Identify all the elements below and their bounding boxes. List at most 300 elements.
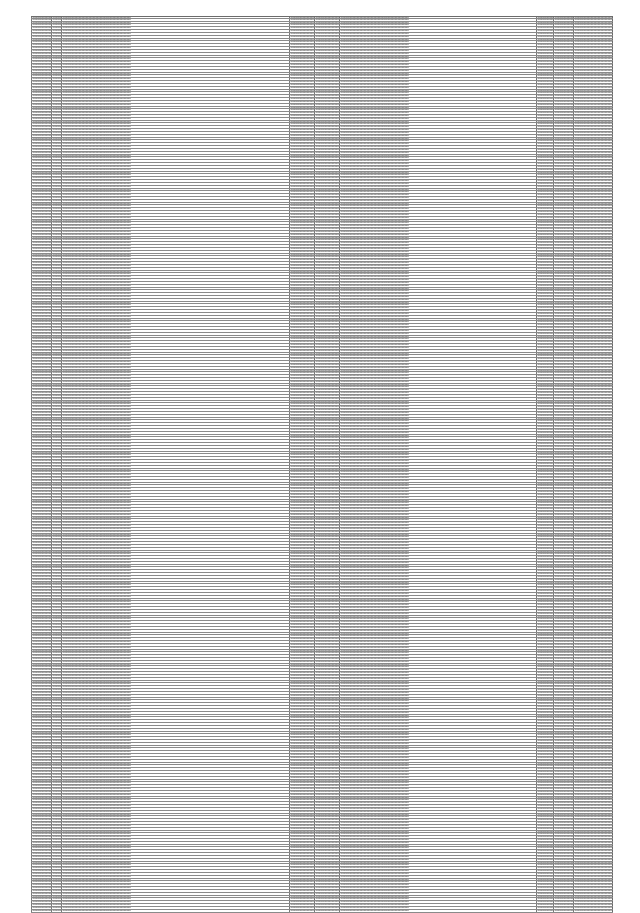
cell-work-type: ▪▪▪▪▪▪▪▪▪▪▪▪▪▪▪▪▪▪▪▪▪▪▪▪▪▪▪▪▪▪▪▪▪▪▪▪▪▪▪▪▪▪▪▪▪▪▪▪▪▪▪▪▪▪▪▪▪▪▪▪▪▪▪▪▪▪▪▪▪▪▪▪▪▪▪▪▪▪▪▪▪▪▪▪▪▪▪▪	[339, 519, 536, 521]
cell-plan-year-1: ▪▪▪▪▪▪▪▪▪▪▪▪▪▪▪▪▪▪▪▪▪▪	[537, 18, 553, 21]
cell-index: ▪▪▪▪▪▪▪▪▪▪▪	[52, 485, 61, 488]
cell-address: ▪▪▪▪▪▪▪▪▪▪▪▪▪▪▪▪▪▪▪▪▪▪▪▪▪▪▪▪▪▪▪▪▪▪▪▪▪▪▪▪▪▪▪▪▪▪▪▪▪▪▪▪▪▪▪▪▪▪▪▪▪▪▪▪▪▪▪▪▪▪▪▪▪▪▪▪▪▪▪▪▪▪▪▪▪▪▪▪	[61, 183, 289, 185]
cell-year-repair: ▪▪▪▪▪▪▪▪▪▪▪▪▪▪▪▪▪▪▪▪▪▪▪▪▪▪▪▪▪▪	[315, 392, 339, 394]
cell-year-built: ▪▪▪▪▪▪▪▪▪▪▪▪▪▪▪▪▪▪▪▪▪▪▪▪▪▪▪▪▪▪	[290, 228, 314, 230]
cell-year-built: ▪▪▪▪▪▪▪▪▪▪▪▪▪▪▪▪▪▪▪▪▪▪▪▪▪▪▪▪▪▪	[290, 669, 314, 672]
cell-plan-year-1: ▪▪▪▪▪▪▪▪▪▪▪▪▪▪▪▪▪▪▪▪▪▪	[537, 160, 553, 163]
cell-year-built: ▪▪▪▪▪▪▪▪▪▪▪▪▪▪▪▪▪▪▪▪▪▪▪▪▪▪▪▪▪▪	[290, 756, 314, 759]
cell-plan-year-2: ▪▪▪▪▪▪▪▪▪▪▪▪▪▪▪▪▪▪▪▪▪▪	[554, 850, 572, 853]
cell-plan-year-1: ▪▪▪▪▪▪▪▪▪▪▪▪▪▪▪▪▪▪▪▪▪▪	[537, 30, 553, 32]
cell-plan-year-1: ▪▪▪▪▪▪▪▪▪▪▪▪▪▪▪▪▪▪▪▪▪▪	[537, 765, 553, 768]
cell-work-type: ▪▪▪▪▪▪▪▪▪▪▪▪▪▪▪▪▪▪▪▪▪▪▪▪▪▪▪▪▪▪▪▪▪▪▪▪▪▪▪▪▪▪▪▪▪▪▪▪▪▪▪▪▪▪▪▪▪▪▪▪▪▪▪▪▪▪▪▪▪▪▪▪▪▪▪▪▪▪▪▪▪▪▪▪▪▪▪▪	[339, 338, 536, 340]
cell-plan-year-2: ▪▪▪▪▪▪▪▪▪▪▪▪▪▪▪▪▪▪▪▪▪▪	[554, 872, 572, 875]
cell-address: ▪▪▪▪▪▪▪▪▪▪▪▪▪▪▪▪▪▪▪▪▪▪▪▪▪▪▪▪▪▪▪▪▪▪▪▪▪▪▪▪▪▪▪▪▪▪▪▪▪▪▪▪▪▪▪▪▪▪▪▪▪▪▪▪▪▪▪▪▪▪▪▪▪▪▪▪▪▪▪▪▪▪▪▪▪▪▪▪	[61, 457, 289, 459]
cell-address: ▪▪▪▪▪▪▪▪▪▪▪▪▪▪▪▪▪▪▪▪▪▪▪▪▪▪▪▪▪▪▪▪▪▪▪▪▪▪▪▪▪▪▪▪▪▪▪▪▪▪▪▪▪▪▪▪▪▪▪▪▪▪▪▪▪▪▪▪▪▪▪▪▪▪▪▪▪▪▪▪▪▪▪▪▪▪▪▪	[61, 683, 289, 685]
cell-work-type: ▪▪▪▪▪▪▪▪▪▪▪▪▪▪▪▪▪▪▪▪▪▪▪▪▪▪▪▪▪▪▪▪▪▪▪▪▪▪▪▪▪▪▪▪▪▪▪▪▪▪▪▪▪▪▪▪▪▪▪▪▪▪▪▪▪▪▪▪▪▪▪▪▪▪▪▪▪▪▪▪▪▪▪▪▪▪▪▪	[339, 715, 536, 717]
cell-id: ▪▪▪▪▪▪▪▪▪▪▪▪▪▪▪▪▪▪▪▪▪▪	[32, 420, 50, 423]
cell-year-built: ▪▪▪▪▪▪▪▪▪▪▪▪▪▪▪▪▪▪▪▪▪▪▪▪▪▪▪▪▪▪	[290, 236, 314, 239]
cell-plan-year-2: ▪▪▪▪▪▪▪▪▪▪▪▪▪▪▪▪▪▪▪▪▪▪	[554, 652, 572, 655]
cell-amount: ▪▪▪▪▪▪▪▪▪▪▪▪▪▪▪▪▪▪▪▪▪▪▪▪▪▪▪▪▪▪▪▪▪▪▪▪▪▪▪▪▪▪▪▪▪▪▪▪▪	[574, 338, 613, 341]
cell-address: ▪▪▪▪▪▪▪▪▪▪▪▪▪▪▪▪▪▪▪▪▪▪▪▪▪▪▪▪▪▪▪▪▪▪▪▪▪▪▪▪▪▪▪▪▪▪▪▪▪▪▪▪▪▪▪▪▪▪▪▪▪▪▪▪▪▪▪▪▪▪▪▪▪▪▪▪▪▪▪▪▪▪▪▪▪▪▪▪	[61, 641, 289, 643]
cell-amount: ▪▪▪▪▪▪▪▪▪▪▪▪▪▪▪▪▪▪▪▪▪▪▪▪▪▪▪▪▪▪▪▪▪▪▪▪▪▪▪▪▪▪▪▪▪▪▪▪▪	[574, 143, 613, 146]
cell-year-built: ▪▪▪▪▪▪▪▪▪▪▪▪▪▪▪▪▪▪▪▪▪▪▪▪▪▪▪▪▪▪	[290, 180, 314, 182]
cell-year-repair: ▪▪▪▪▪▪▪▪▪▪▪▪▪▪▪▪▪▪▪▪▪▪▪▪▪▪▪▪▪▪	[315, 414, 339, 417]
cell-address: ▪▪▪▪▪▪▪▪▪▪▪▪▪▪▪▪▪▪▪▪▪▪▪▪▪▪▪▪▪▪▪▪▪▪▪▪▪▪▪▪▪▪▪▪▪▪▪▪▪▪▪▪▪▪▪▪▪▪▪▪▪▪▪▪▪▪▪▪▪▪▪▪▪▪▪▪▪▪▪▪▪▪▪▪▪▪▪▪	[61, 231, 289, 233]
cell-plan-year-2: ▪▪▪▪▪▪▪▪▪▪▪▪▪▪▪▪▪▪▪▪▪▪	[554, 666, 572, 669]
cell-work-type: ▪▪▪▪▪▪▪▪▪▪▪▪▪▪▪▪▪▪▪▪▪▪▪▪▪▪▪▪▪▪▪▪▪▪▪▪▪▪▪▪▪▪▪▪▪▪▪▪▪▪▪▪▪▪▪▪▪▪▪▪▪▪▪▪▪▪▪▪▪▪▪▪▪▪▪▪▪▪▪▪▪▪▪▪▪▪▪▪	[339, 896, 536, 898]
cell-plan-year-1: ▪▪▪▪▪▪▪▪▪▪▪▪▪▪▪▪▪▪▪▪▪▪	[537, 544, 553, 547]
cell-plan-year-1: ▪▪▪▪▪▪▪▪▪▪▪▪▪▪▪▪▪▪▪▪▪▪	[537, 457, 553, 460]
cell-year-repair: ▪▪▪▪▪▪▪▪▪▪▪▪▪▪▪▪▪▪▪▪▪▪▪▪▪▪▪▪▪▪	[315, 578, 339, 581]
cell-year-built: ▪▪▪▪▪▪▪▪▪▪▪▪▪▪▪▪▪▪▪▪▪▪▪▪▪▪▪▪▪▪	[290, 160, 314, 163]
cell-year-repair: ▪▪▪▪▪▪▪▪▪▪▪▪▪▪▪▪▪▪▪▪▪▪▪▪▪▪▪▪▪▪	[315, 372, 339, 375]
cell-address: ▪▪▪▪▪▪▪▪▪▪▪▪▪▪▪▪▪▪▪▪▪▪▪▪▪▪▪▪▪▪▪▪▪▪▪▪▪▪▪▪▪▪▪▪▪▪▪▪▪▪▪▪▪▪▪▪▪▪▪▪▪▪▪▪▪▪▪▪▪▪▪▪▪▪▪▪▪▪▪▪▪▪▪▪▪▪▪▪	[61, 420, 289, 422]
cell-year-built: ▪▪▪▪▪▪▪▪▪▪▪▪▪▪▪▪▪▪▪▪▪▪▪▪▪▪▪▪▪▪	[290, 765, 314, 768]
cell-index: ▪▪▪▪▪▪▪▪▪▪▪	[52, 706, 61, 708]
cell-plan-year-1: ▪▪▪▪▪▪▪▪▪▪▪▪▪▪▪▪▪▪▪▪▪▪	[537, 740, 553, 742]
cell-plan-year-1: ▪▪▪▪▪▪▪▪▪▪▪▪▪▪▪▪▪▪▪▪▪▪	[537, 807, 553, 810]
cell-work-type: ▪▪▪▪▪▪▪▪▪▪▪▪▪▪▪▪▪▪▪▪▪▪▪▪▪▪▪▪▪▪▪▪▪▪▪▪▪▪▪▪▪▪▪▪▪▪▪▪▪▪▪▪▪▪▪▪▪▪▪▪▪▪▪▪▪▪▪▪▪▪▪▪▪▪▪▪▪▪▪▪▪▪▪▪▪▪▪▪	[339, 664, 536, 666]
cell-year-built: ▪▪▪▪▪▪▪▪▪▪▪▪▪▪▪▪▪▪▪▪▪▪▪▪▪▪▪▪▪▪	[290, 867, 314, 870]
cell-index: ▪▪▪▪▪▪▪▪▪▪▪	[52, 44, 61, 47]
cell-index: ▪▪▪▪▪▪▪▪▪▪▪	[52, 824, 61, 827]
cell-address: ▪▪▪▪▪▪▪▪▪▪▪▪▪▪▪▪▪▪▪▪▪▪▪▪▪▪▪▪▪▪▪▪▪▪▪▪▪▪▪▪▪▪▪▪▪▪▪▪▪▪▪▪▪▪▪▪▪▪▪▪▪▪▪▪▪▪▪▪▪▪▪▪▪▪▪▪▪▪▪▪▪▪▪▪▪▪▪▪	[61, 491, 289, 493]
cell-plan-year-1: ▪▪▪▪▪▪▪▪▪▪▪▪▪▪▪▪▪▪▪▪▪▪	[537, 310, 553, 312]
cell-amount: ▪▪▪▪▪▪▪▪▪▪▪▪▪▪▪▪▪▪▪▪▪▪▪▪▪▪▪▪▪▪▪▪▪▪▪▪▪▪▪▪▪▪▪▪▪▪▪▪▪	[574, 120, 613, 123]
cell-address: ▪▪▪▪▪▪▪▪▪▪▪▪▪▪▪▪▪▪▪▪▪▪▪▪▪▪▪▪▪▪▪▪▪▪▪▪▪▪▪▪▪▪▪▪▪▪▪▪▪▪▪▪▪▪▪▪▪▪▪▪▪▪▪▪▪▪▪▪▪▪▪▪▪▪▪▪▪▪▪▪▪▪▪▪▪▪▪▪	[61, 282, 289, 284]
cell-id: ▪▪▪▪▪▪▪▪▪▪▪▪▪▪▪▪▪▪▪▪▪▪	[32, 146, 50, 148]
cell-address: ▪▪▪▪▪▪▪▪▪▪▪▪▪▪▪▪▪▪▪▪▪▪▪▪▪▪▪▪▪▪▪▪▪▪▪▪▪▪▪▪▪▪▪▪▪▪▪▪▪▪▪▪▪▪▪▪▪▪▪▪▪▪▪▪▪▪▪▪▪▪▪▪▪▪▪▪▪▪▪▪▪▪▪▪▪▪▪▪	[61, 290, 289, 292]
cell-work-type: ▪▪▪▪▪▪▪▪▪▪▪▪▪▪▪▪▪▪▪▪▪▪▪▪▪▪▪▪▪▪▪▪▪▪▪▪▪▪▪▪▪▪▪▪▪▪▪▪▪▪▪▪▪▪▪▪▪▪▪▪▪▪▪▪▪▪▪▪▪▪▪▪▪▪▪▪▪▪▪▪▪▪▪▪▪▪▪▪	[339, 587, 536, 589]
cell-amount: ▪▪▪▪▪▪▪▪▪▪▪▪▪▪▪▪▪▪▪▪▪▪▪▪▪▪▪▪▪▪▪▪▪▪▪▪▪▪▪▪▪▪▪▪▪▪▪▪▪	[574, 98, 613, 100]
cell-amount: ▪▪▪▪▪▪▪▪▪▪▪▪▪▪▪▪▪▪▪▪▪▪▪▪▪▪▪▪▪▪▪▪▪▪▪▪▪▪▪▪▪▪▪▪▪▪▪▪▪	[574, 315, 613, 318]
cell-amount: ▪▪▪▪▪▪▪▪▪▪▪▪▪▪▪▪▪▪▪▪▪▪▪▪▪▪▪▪▪▪▪▪▪▪▪▪▪▪▪▪▪▪▪▪▪▪▪▪▪	[574, 819, 613, 822]
cell-id: ▪▪▪▪▪▪▪▪▪▪▪▪▪▪▪▪▪▪▪▪▪▪	[32, 103, 50, 106]
cell-address: ▪▪▪▪▪▪▪▪▪▪▪▪▪▪▪▪▪▪▪▪▪▪▪▪▪▪▪▪▪▪▪▪▪▪▪▪▪▪▪▪▪▪▪▪▪▪▪▪▪▪▪▪▪▪▪▪▪▪▪▪▪▪▪▪▪▪▪▪▪▪▪▪▪▪▪▪▪▪▪▪▪▪▪▪▪▪▪▪	[61, 884, 289, 886]
cell-amount: ▪▪▪▪▪▪▪▪▪▪▪▪▪▪▪▪▪▪▪▪▪▪▪▪▪▪▪▪▪▪▪▪▪▪▪▪▪▪▪▪▪▪▪▪▪▪▪▪▪	[574, 748, 613, 751]
cell-year-repair: ▪▪▪▪▪▪▪▪▪▪▪▪▪▪▪▪▪▪▪▪▪▪▪▪▪▪▪▪▪▪	[315, 505, 339, 508]
cell-work-type: ▪▪▪▪▪▪▪▪▪▪▪▪▪▪▪▪▪▪▪▪▪▪▪▪▪▪▪▪▪▪▪▪▪▪▪▪▪▪▪▪▪▪▪▪▪▪▪▪▪▪▪▪▪▪▪▪▪▪▪▪▪▪▪▪▪▪▪▪▪▪▪▪▪▪▪▪▪▪▪▪▪▪▪▪▪▪▪▪	[339, 556, 536, 558]
cell-plan-year-1: ▪▪▪▪▪▪▪▪▪▪▪▪▪▪▪▪▪▪▪▪▪▪	[537, 98, 553, 100]
cell-amount: ▪▪▪▪▪▪▪▪▪▪▪▪▪▪▪▪▪▪▪▪▪▪▪▪▪▪▪▪▪▪▪▪▪▪▪▪▪▪▪▪▪▪▪▪▪▪▪▪▪	[574, 853, 613, 855]
cell-amount: ▪▪▪▪▪▪▪▪▪▪▪▪▪▪▪▪▪▪▪▪▪▪▪▪▪▪▪▪▪▪▪▪▪▪▪▪▪▪▪▪▪▪▪▪▪▪▪▪▪	[574, 465, 613, 468]
cell-id: ▪▪▪▪▪▪▪▪▪▪▪▪▪▪▪▪▪▪▪▪▪▪	[32, 553, 50, 556]
cell-year-built: ▪▪▪▪▪▪▪▪▪▪▪▪▪▪▪▪▪▪▪▪▪▪▪▪▪▪▪▪▪▪	[290, 482, 314, 485]
cell-address: ▪▪▪▪▪▪▪▪▪▪▪▪▪▪▪▪▪▪▪▪▪▪▪▪▪▪▪▪▪▪▪▪▪▪▪▪▪▪▪▪▪▪▪▪▪▪▪▪▪▪▪▪▪▪▪▪▪▪▪▪▪▪▪▪▪▪▪▪▪▪▪▪▪▪▪▪▪▪▪▪▪▪▪▪▪▪▪▪	[61, 98, 289, 100]
cell-index: ▪▪▪▪▪▪▪▪▪▪▪	[52, 324, 61, 327]
cell-id: ▪▪▪▪▪▪▪▪▪▪▪▪▪▪▪▪▪▪▪▪▪▪	[32, 629, 50, 632]
cell-year-repair: ▪▪▪▪▪▪▪▪▪▪▪▪▪▪▪▪▪▪▪▪▪▪▪▪▪▪▪▪▪▪	[315, 55, 339, 58]
cell-id: ▪▪▪▪▪▪▪▪▪▪▪▪▪▪▪▪▪▪▪▪▪▪	[32, 550, 50, 553]
cell-year-built: ▪▪▪▪▪▪▪▪▪▪▪▪▪▪▪▪▪▪▪▪▪▪▪▪▪▪▪▪▪▪	[290, 293, 314, 295]
cell-work-type: ▪▪▪▪▪▪▪▪▪▪▪▪▪▪▪▪▪▪▪▪▪▪▪▪▪▪▪▪▪▪▪▪▪▪▪▪▪▪▪▪▪▪▪▪▪▪▪▪▪▪▪▪▪▪▪▪▪▪▪▪▪▪▪▪▪▪▪▪▪▪▪▪▪▪▪▪▪▪▪▪▪▪▪▪▪▪▪▪	[339, 64, 536, 66]
cell-amount: ▪▪▪▪▪▪▪▪▪▪▪▪▪▪▪▪▪▪▪▪▪▪▪▪▪▪▪▪▪▪▪▪▪▪▪▪▪▪▪▪▪▪▪▪▪▪▪▪▪	[574, 44, 613, 47]
cell-year-repair: ▪▪▪▪▪▪▪▪▪▪▪▪▪▪▪▪▪▪▪▪▪▪▪▪▪▪▪▪▪▪	[315, 445, 339, 448]
cell-index: ▪▪▪▪▪▪▪▪▪▪▪	[52, 788, 61, 790]
cell-year-repair: ▪▪▪▪▪▪▪▪▪▪▪▪▪▪▪▪▪▪▪▪▪▪▪▪▪▪▪▪▪▪	[315, 279, 339, 281]
cell-address: ▪▪▪▪▪▪▪▪▪▪▪▪▪▪▪▪▪▪▪▪▪▪▪▪▪▪▪▪▪▪▪▪▪▪▪▪▪▪▪▪▪▪▪▪▪▪▪▪▪▪▪▪▪▪▪▪▪▪▪▪▪▪▪▪▪▪▪▪▪▪▪▪▪▪▪▪▪▪▪▪▪▪▪▪▪▪▪▪	[61, 350, 289, 352]
cell-work-type: ▪▪▪▪▪▪▪▪▪▪▪▪▪▪▪▪▪▪▪▪▪▪▪▪▪▪▪▪▪▪▪▪▪▪▪▪▪▪▪▪▪▪▪▪▪▪▪▪▪▪▪▪▪▪▪▪▪▪▪▪▪▪▪▪▪▪▪▪▪▪▪▪▪▪▪▪▪▪▪▪▪▪▪▪▪▪▪▪	[339, 879, 536, 881]
cell-year-built: ▪▪▪▪▪▪▪▪▪▪▪▪▪▪▪▪▪▪▪▪▪▪▪▪▪▪▪▪▪▪	[290, 510, 314, 513]
cell-work-type: ▪▪▪▪▪▪▪▪▪▪▪▪▪▪▪▪▪▪▪▪▪▪▪▪▪▪▪▪▪▪▪▪▪▪▪▪▪▪▪▪▪▪▪▪▪▪▪▪▪▪▪▪▪▪▪▪▪▪▪▪▪▪▪▪▪▪▪▪▪▪▪▪▪▪▪▪▪▪▪▪▪▪▪▪▪▪▪▪	[339, 341, 536, 343]
cell-address: ▪▪▪▪▪▪▪▪▪▪▪▪▪▪▪▪▪▪▪▪▪▪▪▪▪▪▪▪▪▪▪▪▪▪▪▪▪▪▪▪▪▪▪▪▪▪▪▪▪▪▪▪▪▪▪▪▪▪▪▪▪▪▪▪▪▪▪▪▪▪▪▪▪▪▪▪▪▪▪▪▪▪▪▪▪▪▪▪	[61, 415, 289, 417]
cell-plan-year-2: ▪▪▪▪▪▪▪▪▪▪▪▪▪▪▪▪▪▪▪▪▪▪	[554, 431, 572, 434]
cell-year-built: ▪▪▪▪▪▪▪▪▪▪▪▪▪▪▪▪▪▪▪▪▪▪▪▪▪▪▪▪▪▪	[290, 827, 314, 830]
cell-index: ▪▪▪▪▪▪▪▪▪▪▪	[52, 411, 61, 414]
cell-plan-year-2: ▪▪▪▪▪▪▪▪▪▪▪▪▪▪▪▪▪▪▪▪▪▪	[554, 148, 572, 151]
cell-index: ▪▪▪▪▪▪▪▪▪▪▪	[52, 30, 61, 32]
cell-plan-year-2: ▪▪▪▪▪▪▪▪▪▪▪▪▪▪▪▪▪▪▪▪▪▪	[554, 878, 572, 881]
cell-id: ▪▪▪▪▪▪▪▪▪▪▪▪▪▪▪▪▪▪▪▪▪▪	[32, 409, 50, 411]
cell-id: ▪▪▪▪▪▪▪▪▪▪▪▪▪▪▪▪▪▪▪▪▪▪	[32, 318, 50, 321]
cell-year-built: ▪▪▪▪▪▪▪▪▪▪▪▪▪▪▪▪▪▪▪▪▪▪▪▪▪▪▪▪▪▪	[290, 335, 314, 338]
cell-index: ▪▪▪▪▪▪▪▪▪▪▪	[52, 595, 61, 598]
cell-address: ▪▪▪▪▪▪▪▪▪▪▪▪▪▪▪▪▪▪▪▪▪▪▪▪▪▪▪▪▪▪▪▪▪▪▪▪▪▪▪▪▪▪▪▪▪▪▪▪▪▪▪▪▪▪▪▪▪▪▪▪▪▪▪▪▪▪▪▪▪▪▪▪▪▪▪▪▪▪▪▪▪▪▪▪▪▪▪▪	[61, 599, 289, 601]
cell-id: ▪▪▪▪▪▪▪▪▪▪▪▪▪▪▪▪▪▪▪▪▪▪	[32, 89, 50, 92]
cell-work-type: ▪▪▪▪▪▪▪▪▪▪▪▪▪▪▪▪▪▪▪▪▪▪▪▪▪▪▪▪▪▪▪▪▪▪▪▪▪▪▪▪▪▪▪▪▪▪▪▪▪▪▪▪▪▪▪▪▪▪▪▪▪▪▪▪▪▪▪▪▪▪▪▪▪▪▪▪▪▪▪▪▪▪▪▪▪▪▪▪	[339, 273, 536, 275]
cell-plan-year-2: ▪▪▪▪▪▪▪▪▪▪▪▪▪▪▪▪▪▪▪▪▪▪	[554, 233, 572, 236]
cell-plan-year-1: ▪▪▪▪▪▪▪▪▪▪▪▪▪▪▪▪▪▪▪▪▪▪	[537, 239, 553, 242]
cell-year-built: ▪▪▪▪▪▪▪▪▪▪▪▪▪▪▪▪▪▪▪▪▪▪▪▪▪▪▪▪▪▪	[290, 740, 314, 742]
cell-plan-year-1: ▪▪▪▪▪▪▪▪▪▪▪▪▪▪▪▪▪▪▪▪▪▪	[537, 253, 553, 256]
cell-index: ▪▪▪▪▪▪▪▪▪▪▪	[52, 335, 61, 338]
cell-work-type: ▪▪▪▪▪▪▪▪▪▪▪▪▪▪▪▪▪▪▪▪▪▪▪▪▪▪▪▪▪▪▪▪▪▪▪▪▪▪▪▪▪▪▪▪▪▪▪▪▪▪▪▪▪▪▪▪▪▪▪▪▪▪▪▪▪▪▪▪▪▪▪▪▪▪▪▪▪▪▪▪▪▪▪▪▪▪▪▪	[339, 58, 536, 60]
cell-work-type: ▪▪▪▪▪▪▪▪▪▪▪▪▪▪▪▪▪▪▪▪▪▪▪▪▪▪▪▪▪▪▪▪▪▪▪▪▪▪▪▪▪▪▪▪▪▪▪▪▪▪▪▪▪▪▪▪▪▪▪▪▪▪▪▪▪▪▪▪▪▪▪▪▪▪▪▪▪▪▪▪▪▪▪▪▪▪▪▪	[339, 658, 536, 660]
cell-plan-year-1: ▪▪▪▪▪▪▪▪▪▪▪▪▪▪▪▪▪▪▪▪▪▪	[537, 431, 553, 434]
cell-address: ▪▪▪▪▪▪▪▪▪▪▪▪▪▪▪▪▪▪▪▪▪▪▪▪▪▪▪▪▪▪▪▪▪▪▪▪▪▪▪▪▪▪▪▪▪▪▪▪▪▪▪▪▪▪▪▪▪▪▪▪▪▪▪▪▪▪▪▪▪▪▪▪▪▪▪▪▪▪▪▪▪▪▪▪▪▪▪▪	[61, 90, 289, 92]
cell-year-built: ▪▪▪▪▪▪▪▪▪▪▪▪▪▪▪▪▪▪▪▪▪▪▪▪▪▪▪▪▪▪	[290, 762, 314, 765]
cell-year-built: ▪▪▪▪▪▪▪▪▪▪▪▪▪▪▪▪▪▪▪▪▪▪▪▪▪▪▪▪▪▪	[290, 748, 314, 751]
cell-address: ▪▪▪▪▪▪▪▪▪▪▪▪▪▪▪▪▪▪▪▪▪▪▪▪▪▪▪▪▪▪▪▪▪▪▪▪▪▪▪▪▪▪▪▪▪▪▪▪▪▪▪▪▪▪▪▪▪▪▪▪▪▪▪▪▪▪▪▪▪▪▪▪▪▪▪▪▪▪▪▪▪▪▪▪▪▪▪▪	[61, 432, 289, 434]
cell-id: ▪▪▪▪▪▪▪▪▪▪▪▪▪▪▪▪▪▪▪▪▪▪	[32, 824, 50, 827]
cell-work-type: ▪▪▪▪▪▪▪▪▪▪▪▪▪▪▪▪▪▪▪▪▪▪▪▪▪▪▪▪▪▪▪▪▪▪▪▪▪▪▪▪▪▪▪▪▪▪▪▪▪▪▪▪▪▪▪▪▪▪▪▪▪▪▪▪▪▪▪▪▪▪▪▪▪▪▪▪▪▪▪▪▪▪▪▪▪▪▪▪	[339, 488, 536, 490]
cell-year-built: ▪▪▪▪▪▪▪▪▪▪▪▪▪▪▪▪▪▪▪▪▪▪▪▪▪▪▪▪▪▪	[290, 652, 314, 655]
cell-year-built: ▪▪▪▪▪▪▪▪▪▪▪▪▪▪▪▪▪▪▪▪▪▪▪▪▪▪▪▪▪▪	[290, 649, 314, 652]
cell-amount: ▪▪▪▪▪▪▪▪▪▪▪▪▪▪▪▪▪▪▪▪▪▪▪▪▪▪▪▪▪▪▪▪▪▪▪▪▪▪▪▪▪▪▪▪▪▪▪▪▪	[574, 245, 613, 247]
cell-id: ▪▪▪▪▪▪▪▪▪▪▪▪▪▪▪▪▪▪▪▪▪▪	[32, 109, 50, 112]
cell-index: ▪▪▪▪▪▪▪▪▪▪▪	[52, 208, 61, 211]
cell-id: ▪▪▪▪▪▪▪▪▪▪▪▪▪▪▪▪▪▪▪▪▪▪	[32, 827, 50, 830]
cell-id: ▪▪▪▪▪▪▪▪▪▪▪▪▪▪▪▪▪▪▪▪▪▪	[32, 660, 50, 663]
cell-amount: ▪▪▪▪▪▪▪▪▪▪▪▪▪▪▪▪▪▪▪▪▪▪▪▪▪▪▪▪▪▪▪▪▪▪▪▪▪▪▪▪▪▪▪▪▪▪▪▪▪	[574, 38, 613, 41]
cell-plan-year-2: ▪▪▪▪▪▪▪▪▪▪▪▪▪▪▪▪▪▪▪▪▪▪	[554, 870, 572, 872]
cell-index: ▪▪▪▪▪▪▪▪▪▪▪	[52, 468, 61, 471]
cell-index: ▪▪▪▪▪▪▪▪▪▪▪	[52, 129, 61, 131]
cell-plan-year-1: ▪▪▪▪▪▪▪▪▪▪▪▪▪▪▪▪▪▪▪▪▪▪	[537, 295, 553, 298]
cell-plan-year-2: ▪▪▪▪▪▪▪▪▪▪▪▪▪▪▪▪▪▪▪▪▪▪	[554, 578, 572, 581]
cell-work-type: ▪▪▪▪▪▪▪▪▪▪▪▪▪▪▪▪▪▪▪▪▪▪▪▪▪▪▪▪▪▪▪▪▪▪▪▪▪▪▪▪▪▪▪▪▪▪▪▪▪▪▪▪▪▪▪▪▪▪▪▪▪▪▪▪▪▪▪▪▪▪▪▪▪▪▪▪▪▪▪▪▪▪▪▪▪▪▪▪	[339, 771, 536, 773]
cell-plan-year-1: ▪▪▪▪▪▪▪▪▪▪▪▪▪▪▪▪▪▪▪▪▪▪	[537, 697, 553, 700]
cell-year-built: ▪▪▪▪▪▪▪▪▪▪▪▪▪▪▪▪▪▪▪▪▪▪▪▪▪▪▪▪▪▪	[290, 361, 314, 363]
cell-work-type: ▪▪▪▪▪▪▪▪▪▪▪▪▪▪▪▪▪▪▪▪▪▪▪▪▪▪▪▪▪▪▪▪▪▪▪▪▪▪▪▪▪▪▪▪▪▪▪▪▪▪▪▪▪▪▪▪▪▪▪▪▪▪▪▪▪▪▪▪▪▪▪▪▪▪▪▪▪▪▪▪▪▪▪▪▪▪▪▪	[339, 228, 536, 230]
cell-plan-year-2: ▪▪▪▪▪▪▪▪▪▪▪▪▪▪▪▪▪▪▪▪▪▪	[554, 810, 572, 813]
cell-plan-year-2: ▪▪▪▪▪▪▪▪▪▪▪▪▪▪▪▪▪▪▪▪▪▪	[554, 321, 572, 324]
cell-work-type: ▪▪▪▪▪▪▪▪▪▪▪▪▪▪▪▪▪▪▪▪▪▪▪▪▪▪▪▪▪▪▪▪▪▪▪▪▪▪▪▪▪▪▪▪▪▪▪▪▪▪▪▪▪▪▪▪▪▪▪▪▪▪▪▪▪▪▪▪▪▪▪▪▪▪▪▪▪▪▪▪▪▪▪▪▪▪▪▪	[339, 732, 536, 734]
cell-year-built: ▪▪▪▪▪▪▪▪▪▪▪▪▪▪▪▪▪▪▪▪▪▪▪▪▪▪▪▪▪▪	[290, 397, 314, 400]
cell-plan-year-2: ▪▪▪▪▪▪▪▪▪▪▪▪▪▪▪▪▪▪▪▪▪▪	[554, 366, 572, 369]
cell-index: ▪▪▪▪▪▪▪▪▪▪▪	[52, 160, 61, 163]
cell-address: ▪▪▪▪▪▪▪▪▪▪▪▪▪▪▪▪▪▪▪▪▪▪▪▪▪▪▪▪▪▪▪▪▪▪▪▪▪▪▪▪▪▪▪▪▪▪▪▪▪▪▪▪▪▪▪▪▪▪▪▪▪▪▪▪▪▪▪▪▪▪▪▪▪▪▪▪▪▪▪▪▪▪▪▪▪▪▪▪	[61, 118, 289, 120]
cell-work-type: ▪▪▪▪▪▪▪▪▪▪▪▪▪▪▪▪▪▪▪▪▪▪▪▪▪▪▪▪▪▪▪▪▪▪▪▪▪▪▪▪▪▪▪▪▪▪▪▪▪▪▪▪▪▪▪▪▪▪▪▪▪▪▪▪▪▪▪▪▪▪▪▪▪▪▪▪▪▪▪▪▪▪▪▪▪▪▪▪	[339, 887, 536, 889]
cell-index: ▪▪▪▪▪▪▪▪▪▪▪	[52, 796, 61, 799]
cell-year-built: ▪▪▪▪▪▪▪▪▪▪▪▪▪▪▪▪▪▪▪▪▪▪▪▪▪▪▪▪▪▪	[290, 307, 314, 310]
cell-plan-year-2: ▪▪▪▪▪▪▪▪▪▪▪▪▪▪▪▪▪▪▪▪▪▪	[554, 177, 572, 180]
cell-address: ▪▪▪▪▪▪▪▪▪▪▪▪▪▪▪▪▪▪▪▪▪▪▪▪▪▪▪▪▪▪▪▪▪▪▪▪▪▪▪▪▪▪▪▪▪▪▪▪▪▪▪▪▪▪▪▪▪▪▪▪▪▪▪▪▪▪▪▪▪▪▪▪▪▪▪▪▪▪▪▪▪▪▪▪▪▪▪▪	[61, 228, 289, 230]
cell-year-repair: ▪▪▪▪▪▪▪▪▪▪▪▪▪▪▪▪▪▪▪▪▪▪▪▪▪▪▪▪▪▪	[315, 884, 339, 887]
cell-plan-year-1: ▪▪▪▪▪▪▪▪▪▪▪▪▪▪▪▪▪▪▪▪▪▪	[537, 629, 553, 632]
cell-plan-year-1: ▪▪▪▪▪▪▪▪▪▪▪▪▪▪▪▪▪▪▪▪▪▪	[537, 666, 553, 669]
cell-amount: ▪▪▪▪▪▪▪▪▪▪▪▪▪▪▪▪▪▪▪▪▪▪▪▪▪▪▪▪▪▪▪▪▪▪▪▪▪▪▪▪▪▪▪▪▪▪▪▪▪	[574, 471, 613, 474]
cell-work-type: ▪▪▪▪▪▪▪▪▪▪▪▪▪▪▪▪▪▪▪▪▪▪▪▪▪▪▪▪▪▪▪▪▪▪▪▪▪▪▪▪▪▪▪▪▪▪▪▪▪▪▪▪▪▪▪▪▪▪▪▪▪▪▪▪▪▪▪▪▪▪▪▪▪▪▪▪▪▪▪▪▪▪▪▪▪▪▪▪	[339, 494, 536, 496]
cell-plan-year-2: ▪▪▪▪▪▪▪▪▪▪▪▪▪▪▪▪▪▪▪▪▪▪	[554, 771, 572, 773]
cell-work-type: ▪▪▪▪▪▪▪▪▪▪▪▪▪▪▪▪▪▪▪▪▪▪▪▪▪▪▪▪▪▪▪▪▪▪▪▪▪▪▪▪▪▪▪▪▪▪▪▪▪▪▪▪▪▪▪▪▪▪▪▪▪▪▪▪▪▪▪▪▪▪▪▪▪▪▪▪▪▪▪▪▪▪▪▪▪▪▪▪	[339, 573, 536, 575]
cell-id: ▪▪▪▪▪▪▪▪▪▪▪▪▪▪▪▪▪▪▪▪▪▪	[32, 578, 50, 581]
cell-plan-year-2: ▪▪▪▪▪▪▪▪▪▪▪▪▪▪▪▪▪▪▪▪▪▪	[554, 454, 572, 457]
cell-year-repair: ▪▪▪▪▪▪▪▪▪▪▪▪▪▪▪▪▪▪▪▪▪▪▪▪▪▪▪▪▪▪	[315, 906, 339, 909]
cell-plan-year-1: ▪▪▪▪▪▪▪▪▪▪▪▪▪▪▪▪▪▪▪▪▪▪	[537, 301, 553, 304]
cell-plan-year-2: ▪▪▪▪▪▪▪▪▪▪▪▪▪▪▪▪▪▪▪▪▪▪	[554, 443, 572, 445]
cell-plan-year-1: ▪▪▪▪▪▪▪▪▪▪▪▪▪▪▪▪▪▪▪▪▪▪	[537, 533, 553, 536]
cell-work-type: ▪▪▪▪▪▪▪▪▪▪▪▪▪▪▪▪▪▪▪▪▪▪▪▪▪▪▪▪▪▪▪▪▪▪▪▪▪▪▪▪▪▪▪▪▪▪▪▪▪▪▪▪▪▪▪▪▪▪▪▪▪▪▪▪▪▪▪▪▪▪▪▪▪▪▪▪▪▪▪▪▪▪▪▪▪▪▪▪	[339, 845, 536, 847]
cell-amount: ▪▪▪▪▪▪▪▪▪▪▪▪▪▪▪▪▪▪▪▪▪▪▪▪▪▪▪▪▪▪▪▪▪▪▪▪▪▪▪▪▪▪▪▪▪▪▪▪▪	[574, 284, 613, 287]
cell-plan-year-2: ▪▪▪▪▪▪▪▪▪▪▪▪▪▪▪▪▪▪▪▪▪▪	[554, 335, 572, 338]
cell-year-repair: ▪▪▪▪▪▪▪▪▪▪▪▪▪▪▪▪▪▪▪▪▪▪▪▪▪▪▪▪▪▪	[315, 788, 339, 790]
cell-work-type: ▪▪▪▪▪▪▪▪▪▪▪▪▪▪▪▪▪▪▪▪▪▪▪▪▪▪▪▪▪▪▪▪▪▪▪▪▪▪▪▪▪▪▪▪▪▪▪▪▪▪▪▪▪▪▪▪▪▪▪▪▪▪▪▪▪▪▪▪▪▪▪▪▪▪▪▪▪▪▪▪▪▪▪▪▪▪▪▪	[339, 313, 536, 315]
cell-plan-year-1: ▪▪▪▪▪▪▪▪▪▪▪▪▪▪▪▪▪▪▪▪▪▪	[537, 146, 553, 148]
cell-address: ▪▪▪▪▪▪▪▪▪▪▪▪▪▪▪▪▪▪▪▪▪▪▪▪▪▪▪▪▪▪▪▪▪▪▪▪▪▪▪▪▪▪▪▪▪▪▪▪▪▪▪▪▪▪▪▪▪▪▪▪▪▪▪▪▪▪▪▪▪▪▪▪▪▪▪▪▪▪▪▪▪▪▪▪▪▪▪▪	[61, 528, 289, 530]
cell-year-built: ▪▪▪▪▪▪▪▪▪▪▪▪▪▪▪▪▪▪▪▪▪▪▪▪▪▪▪▪▪▪	[290, 372, 314, 375]
cell-year-repair: ▪▪▪▪▪▪▪▪▪▪▪▪▪▪▪▪▪▪▪▪▪▪▪▪▪▪▪▪▪▪	[315, 824, 339, 827]
cell-plan-year-1: ▪▪▪▪▪▪▪▪▪▪▪▪▪▪▪▪▪▪▪▪▪▪	[537, 66, 553, 69]
cell-work-type: ▪▪▪▪▪▪▪▪▪▪▪▪▪▪▪▪▪▪▪▪▪▪▪▪▪▪▪▪▪▪▪▪▪▪▪▪▪▪▪▪▪▪▪▪▪▪▪▪▪▪▪▪▪▪▪▪▪▪▪▪▪▪▪▪▪▪▪▪▪▪▪▪▪▪▪▪▪▪▪▪▪▪▪▪▪▪▪▪	[339, 364, 536, 366]
cell-index: ▪▪▪▪▪▪▪▪▪▪▪	[52, 134, 61, 137]
cell-year-repair: ▪▪▪▪▪▪▪▪▪▪▪▪▪▪▪▪▪▪▪▪▪▪▪▪▪▪▪▪▪▪	[315, 539, 339, 542]
cell-address: ▪▪▪▪▪▪▪▪▪▪▪▪▪▪▪▪▪▪▪▪▪▪▪▪▪▪▪▪▪▪▪▪▪▪▪▪▪▪▪▪▪▪▪▪▪▪▪▪▪▪▪▪▪▪▪▪▪▪▪▪▪▪▪▪▪▪▪▪▪▪▪▪▪▪▪▪▪▪▪▪▪▪▪▪▪▪▪▪	[61, 392, 289, 394]
cell-index: ▪▪▪▪▪▪▪▪▪▪▪	[52, 293, 61, 295]
cell-plan-year-1: ▪▪▪▪▪▪▪▪▪▪▪▪▪▪▪▪▪▪▪▪▪▪	[537, 245, 553, 247]
cell-amount: ▪▪▪▪▪▪▪▪▪▪▪▪▪▪▪▪▪▪▪▪▪▪▪▪▪▪▪▪▪▪▪▪▪▪▪▪▪▪▪▪▪▪▪▪▪▪▪▪▪	[574, 242, 613, 245]
cell-address: ▪▪▪▪▪▪▪▪▪▪▪▪▪▪▪▪▪▪▪▪▪▪▪▪▪▪▪▪▪▪▪▪▪▪▪▪▪▪▪▪▪▪▪▪▪▪▪▪▪▪▪▪▪▪▪▪▪▪▪▪▪▪▪▪▪▪▪▪▪▪▪▪▪▪▪▪▪▪▪▪▪▪▪▪▪▪▪▪	[61, 64, 289, 66]
cell-address: ▪▪▪▪▪▪▪▪▪▪▪▪▪▪▪▪▪▪▪▪▪▪▪▪▪▪▪▪▪▪▪▪▪▪▪▪▪▪▪▪▪▪▪▪▪▪▪▪▪▪▪▪▪▪▪▪▪▪▪▪▪▪▪▪▪▪▪▪▪▪▪▪▪▪▪▪▪▪▪▪▪▪▪▪▪▪▪▪	[61, 265, 289, 267]
cell-work-type: ▪▪▪▪▪▪▪▪▪▪▪▪▪▪▪▪▪▪▪▪▪▪▪▪▪▪▪▪▪▪▪▪▪▪▪▪▪▪▪▪▪▪▪▪▪▪▪▪▪▪▪▪▪▪▪▪▪▪▪▪▪▪▪▪▪▪▪▪▪▪▪▪▪▪▪▪▪▪▪▪▪▪▪▪▪▪▪▪	[339, 75, 536, 77]
cell-work-type: ▪▪▪▪▪▪▪▪▪▪▪▪▪▪▪▪▪▪▪▪▪▪▪▪▪▪▪▪▪▪▪▪▪▪▪▪▪▪▪▪▪▪▪▪▪▪▪▪▪▪▪▪▪▪▪▪▪▪▪▪▪▪▪▪▪▪▪▪▪▪▪▪▪▪▪▪▪▪▪▪▪▪▪▪▪▪▪▪	[339, 791, 536, 793]
cell-address: ▪▪▪▪▪▪▪▪▪▪▪▪▪▪▪▪▪▪▪▪▪▪▪▪▪▪▪▪▪▪▪▪▪▪▪▪▪▪▪▪▪▪▪▪▪▪▪▪▪▪▪▪▪▪▪▪▪▪▪▪▪▪▪▪▪▪▪▪▪▪▪▪▪▪▪▪▪▪▪▪▪▪▪▪▪▪▪▪	[61, 440, 289, 442]
cell-address: ▪▪▪▪▪▪▪▪▪▪▪▪▪▪▪▪▪▪▪▪▪▪▪▪▪▪▪▪▪▪▪▪▪▪▪▪▪▪▪▪▪▪▪▪▪▪▪▪▪▪▪▪▪▪▪▪▪▪▪▪▪▪▪▪▪▪▪▪▪▪▪▪▪▪▪▪▪▪▪▪▪▪▪▪▪▪▪▪	[61, 256, 289, 258]
cell-address: ▪▪▪▪▪▪▪▪▪▪▪▪▪▪▪▪▪▪▪▪▪▪▪▪▪▪▪▪▪▪▪▪▪▪▪▪▪▪▪▪▪▪▪▪▪▪▪▪▪▪▪▪▪▪▪▪▪▪▪▪▪▪▪▪▪▪▪▪▪▪▪▪▪▪▪▪▪▪▪▪▪▪▪▪▪▪▪▪	[61, 254, 289, 256]
cell-year-repair: ▪▪▪▪▪▪▪▪▪▪▪▪▪▪▪▪▪▪▪▪▪▪▪▪▪▪▪▪▪▪	[315, 728, 339, 731]
cell-work-type: ▪▪▪▪▪▪▪▪▪▪▪▪▪▪▪▪▪▪▪▪▪▪▪▪▪▪▪▪▪▪▪▪▪▪▪▪▪▪▪▪▪▪▪▪▪▪▪▪▪▪▪▪▪▪▪▪▪▪▪▪▪▪▪▪▪▪▪▪▪▪▪▪▪▪▪▪▪▪▪▪▪▪▪▪▪▪▪▪	[339, 723, 536, 725]
cell-year-repair: ▪▪▪▪▪▪▪▪▪▪▪▪▪▪▪▪▪▪▪▪▪▪▪▪▪▪▪▪▪▪	[315, 202, 339, 205]
cell-plan-year-2: ▪▪▪▪▪▪▪▪▪▪▪▪▪▪▪▪▪▪▪▪▪▪	[554, 324, 572, 327]
cell-year-built: ▪▪▪▪▪▪▪▪▪▪▪▪▪▪▪▪▪▪▪▪▪▪▪▪▪▪▪▪▪▪	[290, 137, 314, 140]
cell-plan-year-1: ▪▪▪▪▪▪▪▪▪▪▪▪▪▪▪▪▪▪▪▪▪▪	[537, 655, 553, 657]
cell-amount: ▪▪▪▪▪▪▪▪▪▪▪▪▪▪▪▪▪▪▪▪▪▪▪▪▪▪▪▪▪▪▪▪▪▪▪▪▪▪▪▪▪▪▪▪▪▪▪▪▪	[574, 146, 613, 148]
cell-id: ▪▪▪▪▪▪▪▪▪▪▪▪▪▪▪▪▪▪▪▪▪▪	[32, 81, 50, 83]
cell-work-type: ▪▪▪▪▪▪▪▪▪▪▪▪▪▪▪▪▪▪▪▪▪▪▪▪▪▪▪▪▪▪▪▪▪▪▪▪▪▪▪▪▪▪▪▪▪▪▪▪▪▪▪▪▪▪▪▪▪▪▪▪▪▪▪▪▪▪▪▪▪▪▪▪▪▪▪▪▪▪▪▪▪▪▪▪▪▪▪▪	[339, 890, 536, 892]
cell-year-built: ▪▪▪▪▪▪▪▪▪▪▪▪▪▪▪▪▪▪▪▪▪▪▪▪▪▪▪▪▪▪	[290, 41, 314, 44]
cell-year-repair: ▪▪▪▪▪▪▪▪▪▪▪▪▪▪▪▪▪▪▪▪▪▪▪▪▪▪▪▪▪▪	[315, 683, 339, 686]
cell-work-type: ▪▪▪▪▪▪▪▪▪▪▪▪▪▪▪▪▪▪▪▪▪▪▪▪▪▪▪▪▪▪▪▪▪▪▪▪▪▪▪▪▪▪▪▪▪▪▪▪▪▪▪▪▪▪▪▪▪▪▪▪▪▪▪▪▪▪▪▪▪▪▪▪▪▪▪▪▪▪▪▪▪▪▪▪▪▪▪▪	[339, 477, 536, 479]
cell-year-repair: ▪▪▪▪▪▪▪▪▪▪▪▪▪▪▪▪▪▪▪▪▪▪▪▪▪▪▪▪▪▪	[315, 725, 339, 728]
cell-year-repair: ▪▪▪▪▪▪▪▪▪▪▪▪▪▪▪▪▪▪▪▪▪▪▪▪▪▪▪▪▪▪	[315, 126, 339, 129]
cell-amount: ▪▪▪▪▪▪▪▪▪▪▪▪▪▪▪▪▪▪▪▪▪▪▪▪▪▪▪▪▪▪▪▪▪▪▪▪▪▪▪▪▪▪▪▪▪▪▪▪▪	[574, 199, 613, 202]
cell-address: ▪▪▪▪▪▪▪▪▪▪▪▪▪▪▪▪▪▪▪▪▪▪▪▪▪▪▪▪▪▪▪▪▪▪▪▪▪▪▪▪▪▪▪▪▪▪▪▪▪▪▪▪▪▪▪▪▪▪▪▪▪▪▪▪▪▪▪▪▪▪▪▪▪▪▪▪▪▪▪▪▪▪▪▪▪▪▪▪	[61, 22, 289, 24]
cell-year-built: ▪▪▪▪▪▪▪▪▪▪▪▪▪▪▪▪▪▪▪▪▪▪▪▪▪▪▪▪▪▪	[290, 830, 314, 833]
cell-year-built: ▪▪▪▪▪▪▪▪▪▪▪▪▪▪▪▪▪▪▪▪▪▪▪▪▪▪▪▪▪▪	[290, 542, 314, 544]
cell-plan-year-2: ▪▪▪▪▪▪▪▪▪▪▪▪▪▪▪▪▪▪▪▪▪▪	[554, 295, 572, 298]
cell-plan-year-2: ▪▪▪▪▪▪▪▪▪▪▪▪▪▪▪▪▪▪▪▪▪▪	[554, 669, 572, 672]
cell-plan-year-1: ▪▪▪▪▪▪▪▪▪▪▪▪▪▪▪▪▪▪▪▪▪▪	[537, 858, 553, 861]
cell-work-type: ▪▪▪▪▪▪▪▪▪▪▪▪▪▪▪▪▪▪▪▪▪▪▪▪▪▪▪▪▪▪▪▪▪▪▪▪▪▪▪▪▪▪▪▪▪▪▪▪▪▪▪▪▪▪▪▪▪▪▪▪▪▪▪▪▪▪▪▪▪▪▪▪▪▪▪▪▪▪▪▪▪▪▪▪▪▪▪▪	[339, 539, 536, 541]
cell-plan-year-1: ▪▪▪▪▪▪▪▪▪▪▪▪▪▪▪▪▪▪▪▪▪▪	[537, 95, 553, 98]
cell-year-repair: ▪▪▪▪▪▪▪▪▪▪▪▪▪▪▪▪▪▪▪▪▪▪▪▪▪▪▪▪▪▪	[315, 462, 339, 465]
cell-year-repair: ▪▪▪▪▪▪▪▪▪▪▪▪▪▪▪▪▪▪▪▪▪▪▪▪▪▪▪▪▪▪	[315, 553, 339, 556]
cell-address: ▪▪▪▪▪▪▪▪▪▪▪▪▪▪▪▪▪▪▪▪▪▪▪▪▪▪▪▪▪▪▪▪▪▪▪▪▪▪▪▪▪▪▪▪▪▪▪▪▪▪▪▪▪▪▪▪▪▪▪▪▪▪▪▪▪▪▪▪▪▪▪▪▪▪▪▪▪▪▪▪▪▪▪▪▪▪▪▪	[61, 220, 289, 222]
cell-address: ▪▪▪▪▪▪▪▪▪▪▪▪▪▪▪▪▪▪▪▪▪▪▪▪▪▪▪▪▪▪▪▪▪▪▪▪▪▪▪▪▪▪▪▪▪▪▪▪▪▪▪▪▪▪▪▪▪▪▪▪▪▪▪▪▪▪▪▪▪▪▪▪▪▪▪▪▪▪▪▪▪▪▪▪▪▪▪▪	[61, 650, 289, 652]
cell-work-type: ▪▪▪▪▪▪▪▪▪▪▪▪▪▪▪▪▪▪▪▪▪▪▪▪▪▪▪▪▪▪▪▪▪▪▪▪▪▪▪▪▪▪▪▪▪▪▪▪▪▪▪▪▪▪▪▪▪▪▪▪▪▪▪▪▪▪▪▪▪▪▪▪▪▪▪▪▪▪▪▪▪▪▪▪▪▪▪▪	[339, 797, 536, 799]
cell-plan-year-2: ▪▪▪▪▪▪▪▪▪▪▪▪▪▪▪▪▪▪▪▪▪▪	[554, 830, 572, 833]
cell-id: ▪▪▪▪▪▪▪▪▪▪▪▪▪▪▪▪▪▪▪▪▪▪	[32, 635, 50, 638]
cell-plan-year-1: ▪▪▪▪▪▪▪▪▪▪▪▪▪▪▪▪▪▪▪▪▪▪	[537, 892, 553, 895]
cell-plan-year-2: ▪▪▪▪▪▪▪▪▪▪▪▪▪▪▪▪▪▪▪▪▪▪	[554, 635, 572, 638]
cell-amount: ▪▪▪▪▪▪▪▪▪▪▪▪▪▪▪▪▪▪▪▪▪▪▪▪▪▪▪▪▪▪▪▪▪▪▪▪▪▪▪▪▪▪▪▪▪▪▪▪▪	[574, 117, 613, 120]
cell-amount: ▪▪▪▪▪▪▪▪▪▪▪▪▪▪▪▪▪▪▪▪▪▪▪▪▪▪▪▪▪▪▪▪▪▪▪▪▪▪▪▪▪▪▪▪▪▪▪▪▪	[574, 58, 613, 61]
cell-work-type: ▪▪▪▪▪▪▪▪▪▪▪▪▪▪▪▪▪▪▪▪▪▪▪▪▪▪▪▪▪▪▪▪▪▪▪▪▪▪▪▪▪▪▪▪▪▪▪▪▪▪▪▪▪▪▪▪▪▪▪▪▪▪▪▪▪▪▪▪▪▪▪▪▪▪▪▪▪▪▪▪▪▪▪▪▪▪▪▪	[339, 245, 536, 247]
cell-year-built: ▪▪▪▪▪▪▪▪▪▪▪▪▪▪▪▪▪▪▪▪▪▪▪▪▪▪▪▪▪▪	[290, 771, 314, 773]
cell-year-built: ▪▪▪▪▪▪▪▪▪▪▪▪▪▪▪▪▪▪▪▪▪▪▪▪▪▪▪▪▪▪	[290, 655, 314, 657]
cell-work-type: ▪▪▪▪▪▪▪▪▪▪▪▪▪▪▪▪▪▪▪▪▪▪▪▪▪▪▪▪▪▪▪▪▪▪▪▪▪▪▪▪▪▪▪▪▪▪▪▪▪▪▪▪▪▪▪▪▪▪▪▪▪▪▪▪▪▪▪▪▪▪▪▪▪▪▪▪▪▪▪▪▪▪▪▪▪▪▪▪	[339, 242, 536, 244]
cell-index: ▪▪▪▪▪▪▪▪▪▪▪	[52, 895, 61, 898]
cell-amount: ▪▪▪▪▪▪▪▪▪▪▪▪▪▪▪▪▪▪▪▪▪▪▪▪▪▪▪▪▪▪▪▪▪▪▪▪▪▪▪▪▪▪▪▪▪▪▪▪▪	[574, 383, 613, 386]
cell-plan-year-1: ▪▪▪▪▪▪▪▪▪▪▪▪▪▪▪▪▪▪▪▪▪▪	[537, 414, 553, 417]
cell-year-repair: ▪▪▪▪▪▪▪▪▪▪▪▪▪▪▪▪▪▪▪▪▪▪▪▪▪▪▪▪▪▪	[315, 100, 339, 103]
cell-year-built: ▪▪▪▪▪▪▪▪▪▪▪▪▪▪▪▪▪▪▪▪▪▪▪▪▪▪▪▪▪▪	[290, 267, 314, 270]
cell-index: ▪▪▪▪▪▪▪▪▪▪▪	[52, 157, 61, 160]
cell-amount: ▪▪▪▪▪▪▪▪▪▪▪▪▪▪▪▪▪▪▪▪▪▪▪▪▪▪▪▪▪▪▪▪▪▪▪▪▪▪▪▪▪▪▪▪▪▪▪▪▪	[574, 403, 613, 406]
cell-work-type: ▪▪▪▪▪▪▪▪▪▪▪▪▪▪▪▪▪▪▪▪▪▪▪▪▪▪▪▪▪▪▪▪▪▪▪▪▪▪▪▪▪▪▪▪▪▪▪▪▪▪▪▪▪▪▪▪▪▪▪▪▪▪▪▪▪▪▪▪▪▪▪▪▪▪▪▪▪▪▪▪▪▪▪▪▪▪▪▪	[339, 881, 536, 883]
cell-address: ▪▪▪▪▪▪▪▪▪▪▪▪▪▪▪▪▪▪▪▪▪▪▪▪▪▪▪▪▪▪▪▪▪▪▪▪▪▪▪▪▪▪▪▪▪▪▪▪▪▪▪▪▪▪▪▪▪▪▪▪▪▪▪▪▪▪▪▪▪▪▪▪▪▪▪▪▪▪▪▪▪▪▪▪▪▪▪▪	[61, 678, 289, 680]
cell-plan-year-1: ▪▪▪▪▪▪▪▪▪▪▪▪▪▪▪▪▪▪▪▪▪▪	[537, 742, 553, 745]
cell-id: ▪▪▪▪▪▪▪▪▪▪▪▪▪▪▪▪▪▪▪▪▪▪	[32, 796, 50, 799]
cell-year-repair: ▪▪▪▪▪▪▪▪▪▪▪▪▪▪▪▪▪▪▪▪▪▪▪▪▪▪▪▪▪▪	[315, 714, 339, 717]
cell-index: ▪▪▪▪▪▪▪▪▪▪▪	[52, 146, 61, 148]
cell-year-built: ▪▪▪▪▪▪▪▪▪▪▪▪▪▪▪▪▪▪▪▪▪▪▪▪▪▪▪▪▪▪	[290, 813, 314, 816]
cell-year-repair: ▪▪▪▪▪▪▪▪▪▪▪▪▪▪▪▪▪▪▪▪▪▪▪▪▪▪▪▪▪▪	[315, 406, 339, 409]
cell-plan-year-2: ▪▪▪▪▪▪▪▪▪▪▪▪▪▪▪▪▪▪▪▪▪▪	[554, 134, 572, 137]
cell-id: ▪▪▪▪▪▪▪▪▪▪▪▪▪▪▪▪▪▪▪▪▪▪	[32, 75, 50, 78]
cell-index: ▪▪▪▪▪▪▪▪▪▪▪	[52, 332, 61, 335]
cell-year-repair: ▪▪▪▪▪▪▪▪▪▪▪▪▪▪▪▪▪▪▪▪▪▪▪▪▪▪▪▪▪▪	[315, 298, 339, 301]
cell-index: ▪▪▪▪▪▪▪▪▪▪▪	[52, 875, 61, 878]
cell-index: ▪▪▪▪▪▪▪▪▪▪▪	[52, 454, 61, 457]
cell-id: ▪▪▪▪▪▪▪▪▪▪▪▪▪▪▪▪▪▪▪▪▪▪	[32, 230, 50, 233]
cell-address: ▪▪▪▪▪▪▪▪▪▪▪▪▪▪▪▪▪▪▪▪▪▪▪▪▪▪▪▪▪▪▪▪▪▪▪▪▪▪▪▪▪▪▪▪▪▪▪▪▪▪▪▪▪▪▪▪▪▪▪▪▪▪▪▪▪▪▪▪▪▪▪▪▪▪▪▪▪▪▪▪▪▪▪▪▪▪▪▪	[61, 802, 289, 804]
cell-year-built: ▪▪▪▪▪▪▪▪▪▪▪▪▪▪▪▪▪▪▪▪▪▪▪▪▪▪▪▪▪▪	[290, 55, 314, 58]
cell-address: ▪▪▪▪▪▪▪▪▪▪▪▪▪▪▪▪▪▪▪▪▪▪▪▪▪▪▪▪▪▪▪▪▪▪▪▪▪▪▪▪▪▪▪▪▪▪▪▪▪▪▪▪▪▪▪▪▪▪▪▪▪▪▪▪▪▪▪▪▪▪▪▪▪▪▪▪▪▪▪▪▪▪▪▪▪▪▪▪	[61, 426, 289, 428]
cell-plan-year-2: ▪▪▪▪▪▪▪▪▪▪▪▪▪▪▪▪▪▪▪▪▪▪	[554, 567, 572, 570]
cell-plan-year-2: ▪▪▪▪▪▪▪▪▪▪▪▪▪▪▪▪▪▪▪▪▪▪	[554, 502, 572, 505]
cell-address: ▪▪▪▪▪▪▪▪▪▪▪▪▪▪▪▪▪▪▪▪▪▪▪▪▪▪▪▪▪▪▪▪▪▪▪▪▪▪▪▪▪▪▪▪▪▪▪▪▪▪▪▪▪▪▪▪▪▪▪▪▪▪▪▪▪▪▪▪▪▪▪▪▪▪▪▪▪▪▪▪▪▪▪▪▪▪▪▪	[61, 729, 289, 731]
cell-work-type: ▪▪▪▪▪▪▪▪▪▪▪▪▪▪▪▪▪▪▪▪▪▪▪▪▪▪▪▪▪▪▪▪▪▪▪▪▪▪▪▪▪▪▪▪▪▪▪▪▪▪▪▪▪▪▪▪▪▪▪▪▪▪▪▪▪▪▪▪▪▪▪▪▪▪▪▪▪▪▪▪▪▪▪▪▪▪▪▪	[339, 19, 536, 21]
cell-address: ▪▪▪▪▪▪▪▪▪▪▪▪▪▪▪▪▪▪▪▪▪▪▪▪▪▪▪▪▪▪▪▪▪▪▪▪▪▪▪▪▪▪▪▪▪▪▪▪▪▪▪▪▪▪▪▪▪▪▪▪▪▪▪▪▪▪▪▪▪▪▪▪▪▪▪▪▪▪▪▪▪▪▪▪▪▪▪▪	[61, 172, 289, 174]
cell-year-built: ▪▪▪▪▪▪▪▪▪▪▪▪▪▪▪▪▪▪▪▪▪▪▪▪▪▪▪▪▪▪	[290, 824, 314, 827]
cell-year-built: ▪▪▪▪▪▪▪▪▪▪▪▪▪▪▪▪▪▪▪▪▪▪▪▪▪▪▪▪▪▪	[290, 287, 314, 290]
cell-address: ▪▪▪▪▪▪▪▪▪▪▪▪▪▪▪▪▪▪▪▪▪▪▪▪▪▪▪▪▪▪▪▪▪▪▪▪▪▪▪▪▪▪▪▪▪▪▪▪▪▪▪▪▪▪▪▪▪▪▪▪▪▪▪▪▪▪▪▪▪▪▪▪▪▪▪▪▪▪▪▪▪▪▪▪▪▪▪▪	[61, 811, 289, 813]
cell-id: ▪▪▪▪▪▪▪▪▪▪▪▪▪▪▪▪▪▪▪▪▪▪	[32, 117, 50, 120]
cell-plan-year-2: ▪▪▪▪▪▪▪▪▪▪▪▪▪▪▪▪▪▪▪▪▪▪	[554, 609, 572, 612]
cell-work-type: ▪▪▪▪▪▪▪▪▪▪▪▪▪▪▪▪▪▪▪▪▪▪▪▪▪▪▪▪▪▪▪▪▪▪▪▪▪▪▪▪▪▪▪▪▪▪▪▪▪▪▪▪▪▪▪▪▪▪▪▪▪▪▪▪▪▪▪▪▪▪▪▪▪▪▪▪▪▪▪▪▪▪▪▪▪▪▪▪	[339, 859, 536, 861]
cell-id: ▪▪▪▪▪▪▪▪▪▪▪▪▪▪▪▪▪▪▪▪▪▪	[32, 406, 50, 409]
cell-plan-year-2: ▪▪▪▪▪▪▪▪▪▪▪▪▪▪▪▪▪▪▪▪▪▪	[554, 174, 572, 177]
cell-index: ▪▪▪▪▪▪▪▪▪▪▪	[52, 380, 61, 383]
cell-id: ▪▪▪▪▪▪▪▪▪▪▪▪▪▪▪▪▪▪▪▪▪▪	[32, 344, 50, 346]
cell-index: ▪▪▪▪▪▪▪▪▪▪▪	[52, 674, 61, 677]
cell-plan-year-1: ▪▪▪▪▪▪▪▪▪▪▪▪▪▪▪▪▪▪▪▪▪▪	[537, 841, 553, 844]
cell-work-type: ▪▪▪▪▪▪▪▪▪▪▪▪▪▪▪▪▪▪▪▪▪▪▪▪▪▪▪▪▪▪▪▪▪▪▪▪▪▪▪▪▪▪▪▪▪▪▪▪▪▪▪▪▪▪▪▪▪▪▪▪▪▪▪▪▪▪▪▪▪▪▪▪▪▪▪▪▪▪▪▪▪▪▪▪▪▪▪▪	[339, 437, 536, 439]
cell-year-built: ▪▪▪▪▪▪▪▪▪▪▪▪▪▪▪▪▪▪▪▪▪▪▪▪▪▪▪▪▪▪	[290, 516, 314, 519]
cell-index: ▪▪▪▪▪▪▪▪▪▪▪	[52, 785, 61, 788]
cell-address: ▪▪▪▪▪▪▪▪▪▪▪▪▪▪▪▪▪▪▪▪▪▪▪▪▪▪▪▪▪▪▪▪▪▪▪▪▪▪▪▪▪▪▪▪▪▪▪▪▪▪▪▪▪▪▪▪▪▪▪▪▪▪▪▪▪▪▪▪▪▪▪▪▪▪▪▪▪▪▪▪▪▪▪▪▪▪▪▪	[61, 842, 289, 844]
cell-amount: ▪▪▪▪▪▪▪▪▪▪▪▪▪▪▪▪▪▪▪▪▪▪▪▪▪▪▪▪▪▪▪▪▪▪▪▪▪▪▪▪▪▪▪▪▪▪▪▪▪	[574, 542, 613, 544]
cell-amount: ▪▪▪▪▪▪▪▪▪▪▪▪▪▪▪▪▪▪▪▪▪▪▪▪▪▪▪▪▪▪▪▪▪▪▪▪▪▪▪▪▪▪▪▪▪▪▪▪▪	[574, 604, 613, 607]
cell-year-repair: ▪▪▪▪▪▪▪▪▪▪▪▪▪▪▪▪▪▪▪▪▪▪▪▪▪▪▪▪▪▪	[315, 669, 339, 672]
cell-id: ▪▪▪▪▪▪▪▪▪▪▪▪▪▪▪▪▪▪▪▪▪▪	[32, 454, 50, 457]
cell-year-built: ▪▪▪▪▪▪▪▪▪▪▪▪▪▪▪▪▪▪▪▪▪▪▪▪▪▪▪▪▪▪	[290, 310, 314, 312]
cell-year-built: ▪▪▪▪▪▪▪▪▪▪▪▪▪▪▪▪▪▪▪▪▪▪▪▪▪▪▪▪▪▪	[290, 460, 314, 462]
cell-id: ▪▪▪▪▪▪▪▪▪▪▪▪▪▪▪▪▪▪▪▪▪▪	[32, 476, 50, 479]
cell-plan-year-2: ▪▪▪▪▪▪▪▪▪▪▪▪▪▪▪▪▪▪▪▪▪▪	[554, 728, 572, 731]
cell-index: ▪▪▪▪▪▪▪▪▪▪▪	[52, 98, 61, 100]
cell-index: ▪▪▪▪▪▪▪▪▪▪▪	[52, 855, 61, 858]
cell-plan-year-1: ▪▪▪▪▪▪▪▪▪▪▪▪▪▪▪▪▪▪▪▪▪▪	[537, 61, 553, 64]
cell-amount: ▪▪▪▪▪▪▪▪▪▪▪▪▪▪▪▪▪▪▪▪▪▪▪▪▪▪▪▪▪▪▪▪▪▪▪▪▪▪▪▪▪▪▪▪▪▪▪▪▪	[574, 397, 613, 400]
cell-work-type: ▪▪▪▪▪▪▪▪▪▪▪▪▪▪▪▪▪▪▪▪▪▪▪▪▪▪▪▪▪▪▪▪▪▪▪▪▪▪▪▪▪▪▪▪▪▪▪▪▪▪▪▪▪▪▪▪▪▪▪▪▪▪▪▪▪▪▪▪▪▪▪▪▪▪▪▪▪▪▪▪▪▪▪▪▪▪▪▪	[339, 370, 536, 372]
cell-id: ▪▪▪▪▪▪▪▪▪▪▪▪▪▪▪▪▪▪▪▪▪▪	[32, 191, 50, 194]
cell-plan-year-1: ▪▪▪▪▪▪▪▪▪▪▪▪▪▪▪▪▪▪▪▪▪▪	[537, 411, 553, 414]
cell-year-built: ▪▪▪▪▪▪▪▪▪▪▪▪▪▪▪▪▪▪▪▪▪▪▪▪▪▪▪▪▪▪	[290, 216, 314, 219]
cell-year-built: ▪▪▪▪▪▪▪▪▪▪▪▪▪▪▪▪▪▪▪▪▪▪▪▪▪▪▪▪▪▪	[290, 290, 314, 293]
cell-amount: ▪▪▪▪▪▪▪▪▪▪▪▪▪▪▪▪▪▪▪▪▪▪▪▪▪▪▪▪▪▪▪▪▪▪▪▪▪▪▪▪▪▪▪▪▪▪▪▪▪	[574, 590, 613, 592]
cell-plan-year-1: ▪▪▪▪▪▪▪▪▪▪▪▪▪▪▪▪▪▪▪▪▪▪	[537, 35, 553, 38]
cell-amount: ▪▪▪▪▪▪▪▪▪▪▪▪▪▪▪▪▪▪▪▪▪▪▪▪▪▪▪▪▪▪▪▪▪▪▪▪▪▪▪▪▪▪▪▪▪▪▪▪▪	[574, 799, 613, 802]
cell-address: ▪▪▪▪▪▪▪▪▪▪▪▪▪▪▪▪▪▪▪▪▪▪▪▪▪▪▪▪▪▪▪▪▪▪▪▪▪▪▪▪▪▪▪▪▪▪▪▪▪▪▪▪▪▪▪▪▪▪▪▪▪▪▪▪▪▪▪▪▪▪▪▪▪▪▪▪▪▪▪▪▪▪▪▪▪▪▪▪	[61, 296, 289, 298]
cell-year-repair: ▪▪▪▪▪▪▪▪▪▪▪▪▪▪▪▪▪▪▪▪▪▪▪▪▪▪▪▪▪▪	[315, 134, 339, 137]
cell-year-repair: ▪▪▪▪▪▪▪▪▪▪▪▪▪▪▪▪▪▪▪▪▪▪▪▪▪▪▪▪▪▪	[315, 163, 339, 165]
cell-plan-year-1: ▪▪▪▪▪▪▪▪▪▪▪▪▪▪▪▪▪▪▪▪▪▪	[537, 805, 553, 807]
cell-id: ▪▪▪▪▪▪▪▪▪▪▪▪▪▪▪▪▪▪▪▪▪▪	[32, 790, 50, 793]
cell-amount: ▪▪▪▪▪▪▪▪▪▪▪▪▪▪▪▪▪▪▪▪▪▪▪▪▪▪▪▪▪▪▪▪▪▪▪▪▪▪▪▪▪▪▪▪▪▪▪▪▪	[574, 454, 613, 457]
cell-amount: ▪▪▪▪▪▪▪▪▪▪▪▪▪▪▪▪▪▪▪▪▪▪▪▪▪▪▪▪▪▪▪▪▪▪▪▪▪▪▪▪▪▪▪▪▪▪▪▪▪	[574, 185, 613, 188]
cell-plan-year-2: ▪▪▪▪▪▪▪▪▪▪▪▪▪▪▪▪▪▪▪▪▪▪	[554, 417, 572, 420]
cell-work-type: ▪▪▪▪▪▪▪▪▪▪▪▪▪▪▪▪▪▪▪▪▪▪▪▪▪▪▪▪▪▪▪▪▪▪▪▪▪▪▪▪▪▪▪▪▪▪▪▪▪▪▪▪▪▪▪▪▪▪▪▪▪▪▪▪▪▪▪▪▪▪▪▪▪▪▪▪▪▪▪▪▪▪▪▪▪▪▪▪	[339, 901, 536, 903]
cell-year-built: ▪▪▪▪▪▪▪▪▪▪▪▪▪▪▪▪▪▪▪▪▪▪▪▪▪▪▪▪▪▪	[290, 759, 314, 762]
cell-address: ▪▪▪▪▪▪▪▪▪▪▪▪▪▪▪▪▪▪▪▪▪▪▪▪▪▪▪▪▪▪▪▪▪▪▪▪▪▪▪▪▪▪▪▪▪▪▪▪▪▪▪▪▪▪▪▪▪▪▪▪▪▪▪▪▪▪▪▪▪▪▪▪▪▪▪▪▪▪▪▪▪▪▪▪▪▪▪▪	[61, 732, 289, 734]
cell-id: ▪▪▪▪▪▪▪▪▪▪▪▪▪▪▪▪▪▪▪▪▪▪	[32, 41, 50, 44]
cell-work-type: ▪▪▪▪▪▪▪▪▪▪▪▪▪▪▪▪▪▪▪▪▪▪▪▪▪▪▪▪▪▪▪▪▪▪▪▪▪▪▪▪▪▪▪▪▪▪▪▪▪▪▪▪▪▪▪▪▪▪▪▪▪▪▪▪▪▪▪▪▪▪▪▪▪▪▪▪▪▪▪▪▪▪▪▪▪▪▪▪	[339, 395, 536, 397]
cell-id: ▪▪▪▪▪▪▪▪▪▪▪▪▪▪▪▪▪▪▪▪▪▪	[32, 872, 50, 875]
cell-plan-year-1: ▪▪▪▪▪▪▪▪▪▪▪▪▪▪▪▪▪▪▪▪▪▪	[537, 154, 553, 157]
cell-id: ▪▪▪▪▪▪▪▪▪▪▪▪▪▪▪▪▪▪▪▪▪▪	[32, 389, 50, 392]
cell-address: ▪▪▪▪▪▪▪▪▪▪▪▪▪▪▪▪▪▪▪▪▪▪▪▪▪▪▪▪▪▪▪▪▪▪▪▪▪▪▪▪▪▪▪▪▪▪▪▪▪▪▪▪▪▪▪▪▪▪▪▪▪▪▪▪▪▪▪▪▪▪▪▪▪▪▪▪▪▪▪▪▪▪▪▪▪▪▪▪	[61, 205, 289, 207]
cell-id: ▪▪▪▪▪▪▪▪▪▪▪▪▪▪▪▪▪▪▪▪▪▪	[32, 157, 50, 160]
cell-amount: ▪▪▪▪▪▪▪▪▪▪▪▪▪▪▪▪▪▪▪▪▪▪▪▪▪▪▪▪▪▪▪▪▪▪▪▪▪▪▪▪▪▪▪▪▪▪▪▪▪	[574, 202, 613, 205]
cell-id: ▪▪▪▪▪▪▪▪▪▪▪▪▪▪▪▪▪▪▪▪▪▪	[32, 194, 50, 196]
cell-work-type: ▪▪▪▪▪▪▪▪▪▪▪▪▪▪▪▪▪▪▪▪▪▪▪▪▪▪▪▪▪▪▪▪▪▪▪▪▪▪▪▪▪▪▪▪▪▪▪▪▪▪▪▪▪▪▪▪▪▪▪▪▪▪▪▪▪▪▪▪▪▪▪▪▪▪▪▪▪▪▪▪▪▪▪▪▪▪▪▪	[339, 548, 536, 550]
cell-index: ▪▪▪▪▪▪▪▪▪▪▪	[52, 38, 61, 41]
cell-plan-year-2: ▪▪▪▪▪▪▪▪▪▪▪▪▪▪▪▪▪▪▪▪▪▪	[554, 448, 572, 451]
cell-year-repair: ▪▪▪▪▪▪▪▪▪▪▪▪▪▪▪▪▪▪▪▪▪▪▪▪▪▪▪▪▪▪	[315, 106, 339, 109]
cell-amount: ▪▪▪▪▪▪▪▪▪▪▪▪▪▪▪▪▪▪▪▪▪▪▪▪▪▪▪▪▪▪▪▪▪▪▪▪▪▪▪▪▪▪▪▪▪▪▪▪▪	[574, 394, 613, 397]
